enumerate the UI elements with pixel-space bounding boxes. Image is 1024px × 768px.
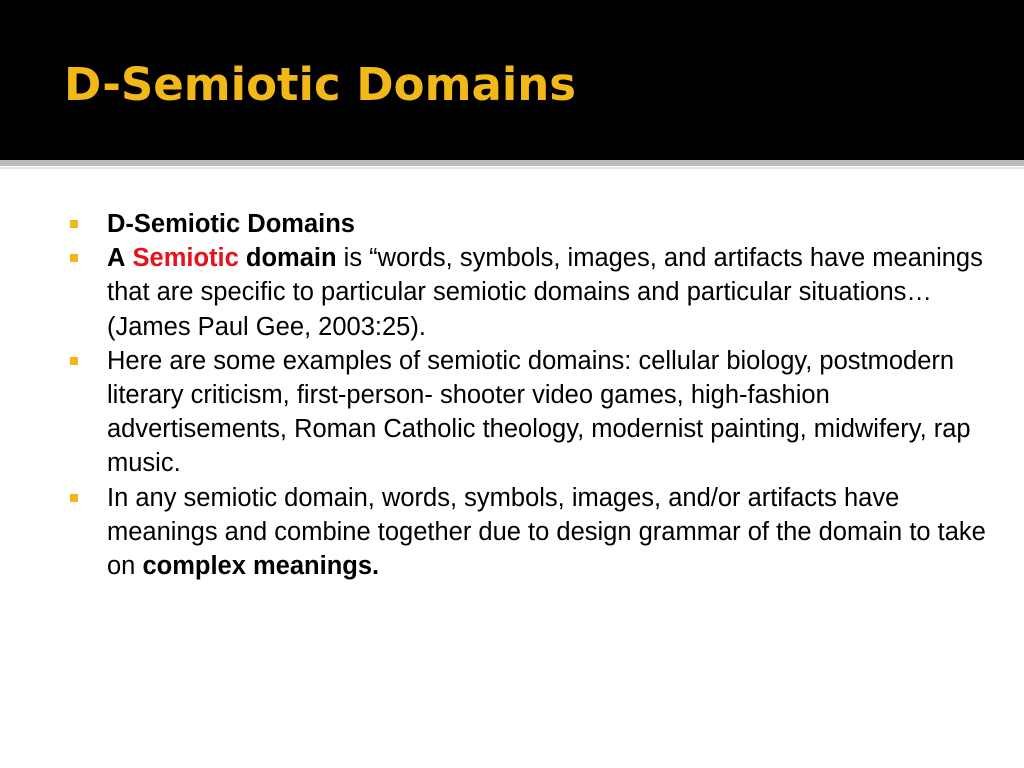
slide-title: D-Semiotic Domains bbox=[64, 58, 577, 111]
bullet-heading: D-Semiotic Domains bbox=[107, 210, 355, 238]
title-band bbox=[0, 0, 1024, 160]
title-divider-thin bbox=[0, 167, 1024, 169]
defined-term: domain bbox=[245, 244, 337, 273]
bullet-text: is “words, symbols, images, and artifacts have meanings that are specific to particular semiotic domains and particular situations… (James Paul Gee, 2003:25). bbox=[107, 244, 983, 341]
title-divider-thick bbox=[0, 160, 1024, 166]
bullet-item bbox=[70, 241, 1015, 344]
emphasized-text: complex meanings. bbox=[142, 552, 380, 581]
bullet-item bbox=[70, 207, 1015, 241]
highlighted-term: Semiotic bbox=[132, 244, 239, 273]
bullet-text: Here are some examples of semiotic domains: cellular biology, postmodern literary criticism, first-person- shooter video games, high-fashion advertisements, Roman Catholic theology, modernist painting, midwifery, rap music. bbox=[107, 346, 971, 478]
bullet-item bbox=[70, 344, 1015, 481]
bullet-lead: A bbox=[107, 244, 126, 273]
square-bullet-icon bbox=[70, 494, 78, 502]
square-bullet-icon bbox=[70, 220, 78, 228]
bullet-list bbox=[70, 207, 1015, 583]
square-bullet-icon bbox=[70, 357, 78, 365]
bullet-text: In any semiotic domain, words, symbols, images, and/or artifacts have meanings and combine together due to design grammar of the domain to take on bbox=[107, 483, 986, 581]
square-bullet-icon bbox=[70, 254, 78, 262]
bullet-item bbox=[70, 481, 1015, 584]
